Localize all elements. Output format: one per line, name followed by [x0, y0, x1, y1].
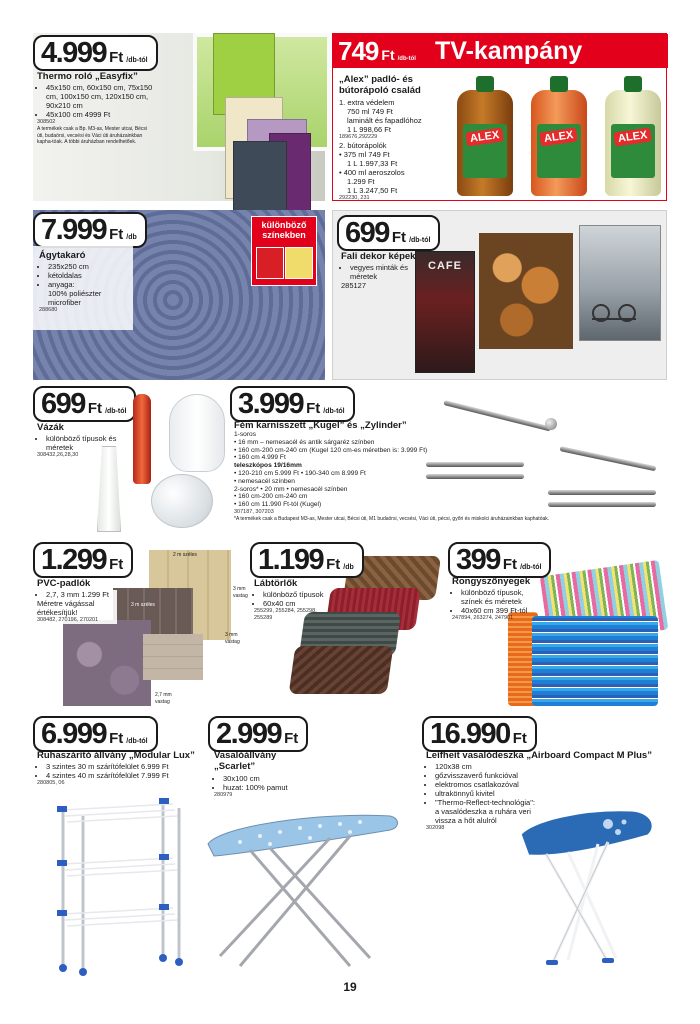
- pvc-sample-tile: [143, 634, 203, 680]
- leifheit-bullet: • gőzvisszaverő funkcióval: [435, 771, 538, 780]
- price-value: 3.999: [238, 388, 304, 420]
- doormats-bullet: • különböző típusok: [263, 590, 328, 599]
- price-unit: /db-tól: [126, 57, 148, 64]
- alex-line: 1.299 Ft: [347, 177, 375, 186]
- alex-line: 1 L 1.997,33 Ft: [347, 159, 398, 168]
- ironing-board-bullet: • 30x100 cm: [223, 774, 324, 783]
- leifheit-board-illustration: [512, 772, 662, 972]
- curtain-rod-2: [426, 462, 524, 467]
- price-value: 699: [41, 388, 85, 420]
- price-unit: /db-tól: [105, 408, 127, 415]
- bottle-brown: [457, 90, 513, 196]
- product-code: 247894, 263274, 247901: [452, 615, 514, 621]
- roller-blind-price: [33, 35, 158, 71]
- wall-pictures-details: [341, 263, 411, 290]
- curtain-rods-price: [230, 386, 355, 422]
- rag-rugs-title: Rongyszőnyegek: [452, 576, 531, 587]
- thickness-label-1: 3 mm vastag: [233, 586, 248, 599]
- product-code: 308432,26,28,30: [37, 452, 79, 458]
- width-label-3m: 3 m széles: [131, 602, 155, 608]
- brand-text: ALEX: [540, 127, 579, 146]
- alex-line: 1 L 998,66 Ft: [347, 125, 391, 134]
- rag-rug-blue: [532, 616, 658, 706]
- bottle-cap: [624, 76, 642, 92]
- alex-title: „Alex” padló- és bútorápoló család: [339, 74, 421, 96]
- rod-line: 1-soros: [234, 431, 256, 438]
- product-code: 292230, 231: [339, 195, 370, 201]
- curtain-rod-6: [548, 502, 656, 507]
- leifheit-bullet: • "Thermo-Reflect-technológia": a vasalódeszka a ruhára veri vissza a hőt alulról: [435, 798, 538, 825]
- color-swatch-yellow: [285, 247, 313, 279]
- bedspread-details: [39, 262, 129, 314]
- vases-bullet: • különböző típusok és méretek: [46, 434, 119, 452]
- blind-grey: [233, 141, 287, 221]
- pvc-title: PVC-padlók: [37, 578, 91, 589]
- availability-note: *A termékek csak a Budapest M3-as, Mester utcai, Bécsi úti, M1 budaörsi, vecsési, Váci úti, pécsi, győri és miskolci áruházainkban kaphatóak.: [234, 515, 550, 522]
- price-value: 2.999: [216, 718, 282, 750]
- drying-rack-bullet: • 4 szintes 40 m szárítófelület 7.999 Ft: [46, 771, 205, 780]
- vases-price: [33, 386, 136, 422]
- price-currency: Ft: [87, 400, 103, 417]
- price-currency: Ft: [512, 730, 527, 747]
- price-unit: /db-tól: [409, 237, 431, 244]
- tv-campaign-banner: [425, 34, 668, 68]
- page-number: 19: [343, 980, 357, 994]
- pvc-details: [37, 590, 117, 624]
- alex-line: 1 L 3.247,50 Ft: [347, 186, 398, 195]
- price-unit: /db-tól: [323, 408, 345, 415]
- bedspread-bullet: • 235x250 cm: [48, 262, 129, 271]
- bedspread-price: [33, 212, 147, 248]
- doormats-price: [250, 542, 364, 578]
- price-currency: Ft: [109, 556, 124, 573]
- pvc-bullet: • 2,7, 3 mm 1.299 Ft: [46, 590, 117, 599]
- rod-line: • 160 cm 4.999 Ft: [234, 454, 286, 462]
- leifheit-panel: [418, 716, 672, 978]
- roller-blind-title: Thermo roló „Easyfix”: [37, 71, 138, 82]
- ironing-board-title: Vasalóállvány „Scarlet”: [214, 750, 277, 772]
- city-picture: [579, 225, 661, 341]
- color-badge-text: különböző színekben: [261, 220, 307, 240]
- bottle-label: [611, 124, 655, 178]
- doormats-details: [254, 590, 328, 622]
- price-currency: Ft: [326, 556, 341, 573]
- curtain-rods-details: [234, 431, 550, 522]
- pvc-panel: [33, 542, 248, 712]
- alex-line: laminált és fapadlóhoz: [347, 116, 422, 125]
- wall-pictures-panel: [332, 210, 667, 380]
- drying-rack-title: Ruhaszárító állvány „Modular Lux”: [37, 750, 195, 761]
- price-currency: Ft: [381, 47, 395, 63]
- price-unit: /db-tól: [520, 564, 542, 571]
- availability-note: A termékek csak a Bp. M3-as, Mester utcai, Bécsi úti, budaörsi, vecsési és Váci úti áruházainkban kapha-tóak. A többi áruházban rendelhetőek.: [37, 126, 148, 145]
- bicycle-icon: [592, 300, 636, 320]
- bottle-label: [463, 124, 507, 178]
- curtain-rod-4: [559, 446, 656, 471]
- ironing-board-panel: [200, 716, 410, 978]
- drying-rack-details: [37, 762, 205, 787]
- rag-rugs-bullet: • 40x60 cm 399 Ft-tól: [461, 606, 542, 615]
- rod-line: • 160 cm-200 cm-240 cm: [234, 493, 308, 501]
- color-badge: [251, 216, 317, 286]
- leifheit-bullet: • elektromos csatlakozóval: [435, 780, 538, 789]
- thickness-label-3: 2,7 mm vastag: [155, 692, 172, 705]
- brand-text: ALEX: [614, 127, 653, 146]
- product-code: 288680: [39, 307, 58, 313]
- product-code: 308502: [37, 119, 56, 125]
- wall-pictures-price: [337, 215, 440, 251]
- bedspread-bullet: • anyaga:: [48, 280, 129, 289]
- bottle-cap: [476, 76, 494, 92]
- ironing-board-illustration: [200, 806, 406, 976]
- price-unit: /db-tól: [397, 56, 416, 62]
- drying-rack-illustration: [43, 796, 193, 976]
- pvc-price: [33, 542, 133, 578]
- cafe-picture: [415, 251, 475, 373]
- price-unit: /db: [126, 234, 137, 241]
- bedspread-line: microfiber: [48, 298, 81, 307]
- rod-line: • nemesacél színben: [234, 477, 295, 485]
- roller-blind-size-extra: • 45x100 cm 4999 Ft: [46, 110, 155, 119]
- price-value: 16.990: [430, 718, 510, 750]
- roller-blind-sizes: • 45x150 cm, 60x150 cm, 75x150 cm, 100x150 cm, 120x150 cm, 90x210 cm: [46, 83, 155, 110]
- rod-line: teleszkópos 19/16mm: [234, 462, 302, 470]
- drying-rack-panel: [33, 716, 205, 978]
- price-unit: /db-tól: [126, 738, 148, 745]
- alex-line: 1. extra védelem: [339, 98, 395, 107]
- curtain-rod-3: [426, 474, 524, 479]
- drying-rack-bullet: • 3 szintes 30 m szárítófelület 6.999 Ft: [46, 762, 205, 771]
- product-code: 302098: [426, 825, 445, 831]
- bread-picture: [479, 233, 573, 349]
- bottle-cap: [550, 76, 568, 92]
- vases-title: Vázák: [37, 422, 64, 433]
- brand-text: ALEX: [466, 127, 505, 146]
- leifheit-price: [422, 716, 537, 752]
- pvc-sample-pattern: [63, 620, 151, 706]
- rod-line: • 16 mm – nemesacél és antik sárgaréz színben: [234, 438, 375, 446]
- alex-details: [339, 98, 447, 202]
- roller-blind-panel: [33, 33, 325, 201]
- curtain-rod-1: [443, 400, 551, 431]
- product-code: 285127: [341, 281, 367, 290]
- tv-campaign-text: TV-kampány: [435, 37, 583, 65]
- product-code: 255299, 255284, 255298, 255289: [254, 608, 317, 621]
- bedspread-title: Ágytakaró: [39, 250, 86, 261]
- ironing-board-price: [208, 716, 308, 752]
- price-value: 1.299: [41, 544, 107, 576]
- curtain-rods-title: Fém karnisszett „Kugel” és „Zylinder”: [234, 420, 407, 431]
- alex-price: [333, 34, 425, 68]
- price-value: 1.199: [258, 544, 324, 576]
- thickness-label-2: 3 mm vastag: [225, 632, 240, 645]
- product-code: 307187, 307203: [234, 508, 274, 515]
- rod-line: • 160 cm 11.990 Ft-tól (Kugel): [234, 501, 322, 509]
- bottle-label: [537, 124, 581, 178]
- product-code: 280805, 06: [37, 780, 65, 786]
- doormats-panel: [250, 542, 445, 712]
- rag-rugs-price: [448, 542, 551, 578]
- cafe-picture-text: CAFE: [428, 260, 462, 272]
- rag-rugs-bullet: • különböző típusok, színek és méretek: [461, 588, 542, 606]
- price-currency: Ft: [284, 730, 299, 747]
- alex-line: 2. bútorápolók: [339, 141, 387, 150]
- doormats-title: Lábtörlők: [254, 578, 298, 589]
- bottle-orange: [531, 90, 587, 196]
- price-currency: Ft: [306, 400, 321, 417]
- doormat-chocolate: [289, 646, 394, 694]
- alex-line: 750 ml 749 Ft: [347, 107, 393, 116]
- vase-glass-bowl: [151, 474, 213, 528]
- rag-rugs-panel: [448, 542, 670, 712]
- price-value: 7.999: [41, 214, 107, 246]
- product-code: 280979: [214, 792, 233, 798]
- vases-panel: [33, 386, 225, 536]
- doormats-bullet: • 60x40 cm: [263, 599, 328, 608]
- bedspread-panel: [33, 210, 325, 380]
- price-currency: Ft: [391, 229, 407, 246]
- bedspread-line: 100% poliészter: [48, 289, 102, 298]
- curtain-rods-panel: [230, 386, 670, 536]
- alex-panel: [332, 33, 667, 201]
- vase-red: [133, 394, 151, 484]
- vase-glass-cone: [169, 394, 225, 472]
- alex-line: • 400 ml aeroszolos: [339, 168, 405, 177]
- color-swatch-red: [256, 247, 284, 279]
- rag-rugs-details: [452, 588, 542, 622]
- rod-line: • 120-210 cm 5.999 Ft • 190-340 cm 8.999 Ft: [234, 469, 366, 477]
- curtain-rod-5: [548, 490, 656, 495]
- price-value: 399: [456, 544, 500, 576]
- width-label-2m: 2 m széles: [173, 552, 197, 558]
- leifheit-bullet: • ultrakönnyű kivitel: [435, 789, 538, 798]
- leifheit-title: Leifheit vasalódeszka „Airboard Compact M Plus”: [426, 750, 652, 761]
- rod-line: • 160 cm-200 cm-240 cm (Kugel 120 cm-es méretben is: 3.999 Ft): [234, 446, 428, 454]
- wall-pictures-title: Fali dekor képek: [341, 251, 416, 262]
- ironing-board-details: [214, 774, 324, 799]
- pvc-line: Méretre vágással értékesítjük!: [37, 599, 95, 617]
- price-unit: /db: [343, 564, 354, 571]
- wall-pictures-bullet: • vegyes minták és méretek: [350, 263, 411, 281]
- price-value: 699: [345, 217, 389, 249]
- bedspread-bullet: • kétoldalas: [48, 271, 129, 280]
- product-code: 308482, 270196, 270201: [37, 617, 99, 623]
- ironing-board-bullet: • huzat: 100% pamut: [223, 783, 324, 792]
- product-code: 189676,292229: [339, 134, 378, 140]
- alex-line: • 375 ml 749 Ft: [339, 150, 390, 159]
- price-currency: Ft: [109, 730, 124, 747]
- leifheit-bullet: • 120x38 cm: [435, 762, 538, 771]
- roller-blind-details: [37, 83, 155, 146]
- drying-rack-price: [33, 716, 158, 752]
- price-currency: Ft: [109, 49, 124, 66]
- price-currency: Ft: [109, 226, 124, 243]
- price-value: 4.999: [41, 37, 107, 69]
- rod-finial-ball: [545, 418, 557, 430]
- bottle-cream: [605, 90, 661, 196]
- rod-line: 2-soros* • 20 mm • nemesacél színben: [234, 485, 348, 493]
- price-value: 6.999: [41, 718, 107, 750]
- price-currency: Ft: [502, 556, 518, 573]
- price-value: 749: [338, 36, 379, 66]
